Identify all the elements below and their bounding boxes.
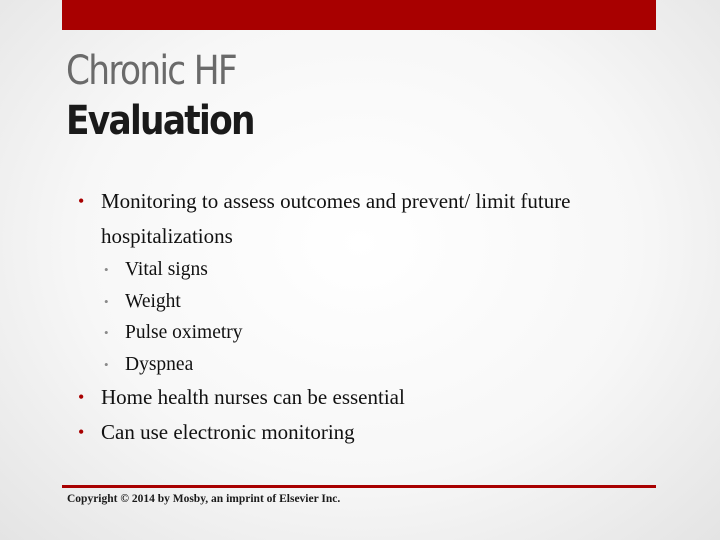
sub-bullet-list: [76, 254, 676, 380]
bullet-text: Home health nurses can be essential: [101, 385, 405, 409]
slide-body: [76, 184, 676, 450]
bullet-icon: •: [78, 422, 85, 442]
bullet-item: [76, 380, 676, 415]
sub-bullet-icon: •: [104, 293, 109, 309]
slide-title-line2: Evaluation: [66, 98, 254, 144]
sub-bullet-text: Vital signs: [125, 259, 208, 280]
bullet-icon: •: [78, 191, 85, 211]
slide-title-line1: Chronic HF: [66, 48, 236, 94]
bullet-icon: •: [78, 387, 85, 407]
sub-bullet-text: Weight: [125, 290, 181, 312]
sub-bullet-item: [76, 349, 676, 381]
sub-bullet-text: Dyspnea: [125, 353, 194, 375]
bullet-item: [76, 184, 676, 254]
sub-bullet-icon: •: [104, 262, 109, 277]
sub-bullet-text: Pulse oximetry: [125, 322, 243, 343]
sub-bullet-item: [76, 286, 676, 318]
sub-bullet-item: [76, 317, 676, 349]
copyright-notice: Copyright © 2014 by Mosby, an imprint of Elsevier Inc.: [67, 493, 341, 505]
sub-bullet-icon: •: [104, 325, 109, 340]
top-accent-bar: [62, 0, 656, 30]
sub-bullet-item: [76, 254, 676, 286]
bullet-item: [76, 415, 676, 450]
bullet-text: Monitoring to assess outcomes and prevent/ limit future hospitalizations: [101, 189, 571, 248]
slide-title: [66, 46, 254, 146]
bullet-text: Can use electronic monitoring: [101, 420, 355, 444]
sub-bullet-icon: •: [104, 356, 109, 372]
footer-divider: [62, 485, 656, 488]
